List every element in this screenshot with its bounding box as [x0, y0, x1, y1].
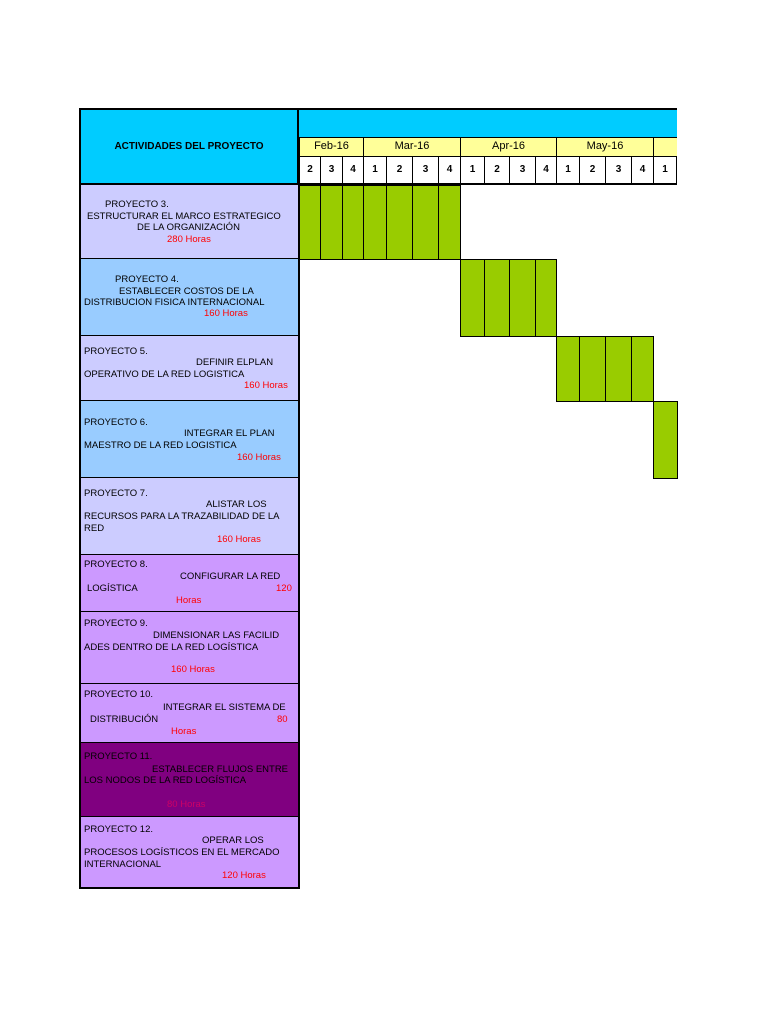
gantt-bar-cell[interactable] [320, 185, 343, 260]
gantt-bar-cell[interactable] [509, 259, 536, 337]
project-description: RED [84, 523, 105, 534]
project-description: OPERAR LOS [202, 835, 264, 846]
week-number-cell[interactable]: 4 [631, 157, 653, 185]
project-number: PROYECTO 9. [84, 618, 148, 629]
project-hours: 120 [276, 583, 292, 594]
week-number-cell[interactable]: 3 [605, 157, 631, 185]
gantt-bar-cell[interactable] [460, 259, 485, 337]
activity-column-header[interactable] [79, 108, 299, 185]
week-number-cell[interactable]: 3 [509, 157, 535, 185]
project-description: MAESTRO DE LA RED LOGISTICA [84, 440, 237, 451]
gantt-bar-cell[interactable] [556, 336, 580, 402]
project-hours: 160 Horas [171, 664, 215, 675]
gantt-bar-cell[interactable] [579, 336, 606, 402]
project-description: ADES DENTRO DE LA RED LOGÍSTICA [84, 642, 259, 653]
week-number-cell[interactable]: 3 [412, 157, 438, 185]
project-row[interactable] [79, 185, 300, 259]
gantt-bar-cell[interactable] [653, 401, 678, 479]
month-label[interactable]: Feb-16 [299, 138, 363, 157]
project-number: PROYECTO 10. [84, 689, 153, 700]
project-row[interactable] [79, 336, 300, 401]
week-number-cell[interactable]: 2 [299, 157, 320, 185]
week-number-cell[interactable]: 1 [653, 157, 677, 185]
week-number-cell[interactable]: 2 [386, 157, 412, 185]
project-row[interactable] [79, 401, 300, 478]
week-number-cell[interactable]: 3 [320, 157, 342, 185]
week-number-cell[interactable]: 2 [484, 157, 509, 185]
project-description: ALISTAR LOS [206, 499, 267, 510]
project-description: INTEGRAR EL SISTEMA DE [163, 702, 286, 713]
project-description: DIMENSIONAR LAS FACILID [153, 630, 280, 641]
project-row[interactable] [79, 259, 300, 336]
month-label[interactable]: Apr-16 [460, 138, 556, 157]
project-hours: Horas [171, 726, 197, 737]
project-row[interactable] [79, 555, 300, 612]
gantt-bar-cell[interactable] [631, 336, 654, 402]
project-row[interactable] [79, 478, 300, 555]
project-row[interactable] [79, 743, 300, 817]
week-number-cell[interactable]: 1 [363, 157, 386, 185]
gantt-bar-cell[interactable] [438, 185, 461, 260]
week-number-cell[interactable]: 4 [342, 157, 363, 185]
project-hours: 160 Horas [244, 380, 288, 391]
week-number-cell[interactable]: 2 [579, 157, 605, 185]
project-description: DEFINIR ELPLAN [196, 357, 274, 368]
week-number-cell[interactable]: 1 [460, 157, 484, 185]
project-number: PROYECTO 4. [115, 274, 179, 285]
project-number: PROYECTO 8. [84, 559, 148, 570]
project-description: OPERATIVO DE LA RED LOGISTICA [84, 369, 245, 380]
gantt-bar-cell[interactable] [299, 185, 321, 260]
project-number: PROYECTO 3. [105, 199, 169, 210]
project-description: PROCESOS LOGÍSTICOS EN EL MERCADO [84, 847, 280, 858]
week-number-cell[interactable]: 1 [556, 157, 579, 185]
project-description: DISTRIBUCIÓN [90, 714, 159, 725]
project-description: ESTRUCTURAR EL MARCO ESTRATEGICO [87, 211, 281, 222]
week-number-cell[interactable]: 4 [535, 157, 556, 185]
activity-header-label: ACTIVIDADES DEL PROYECTO [114, 141, 264, 152]
month-label[interactable]: Mar-16 [363, 138, 460, 157]
week-number-cell[interactable]: 4 [438, 157, 460, 185]
gantt-bar-cell[interactable] [386, 185, 413, 260]
project-hours: Horas [176, 595, 202, 606]
project-description: DE LA ORGANIZACIÓN [137, 222, 240, 233]
gantt-bar-cell[interactable] [484, 259, 510, 337]
project-description: LOGÍSTICA [87, 583, 138, 594]
project-hours: 160 Horas [204, 308, 248, 319]
project-hours: 160 Horas [237, 452, 281, 463]
month-label[interactable]: May-16 [556, 138, 653, 157]
project-number: PROYECTO 6. [84, 417, 148, 428]
project-description: ESTABLECER COSTOS DE LA [119, 286, 254, 297]
timeline-header-band [299, 108, 677, 138]
project-hours: 160 Horas [217, 534, 261, 545]
project-hours: 280 Horas [167, 234, 211, 245]
project-row[interactable] [79, 612, 300, 684]
project-description: CONFIGURAR LA RED [180, 571, 281, 582]
project-row[interactable] [79, 684, 300, 743]
project-row[interactable] [79, 817, 300, 889]
gantt-bar-cell[interactable] [605, 336, 632, 402]
project-hours: 80 [277, 714, 288, 725]
month-cell-partial[interactable] [653, 138, 677, 157]
project-description: RECURSOS PARA LA TRAZABILIDAD DE LA [84, 511, 280, 522]
gantt-bar-cell[interactable] [535, 259, 557, 337]
project-number: PROYECTO 11. [84, 751, 153, 762]
gantt-bar-cell[interactable] [363, 185, 387, 260]
project-number: PROYECTO 12. [84, 824, 153, 835]
project-description: INTERNACIONAL [84, 859, 162, 870]
project-number: PROYECTO 5. [84, 346, 148, 357]
project-hours: 80 Horas [167, 799, 206, 810]
project-number: PROYECTO 7. [84, 488, 148, 499]
gantt-bar-cell[interactable] [412, 185, 439, 260]
project-description: INTEGRAR EL PLAN [184, 428, 275, 439]
project-description: ESTABLECER FLUJOS ENTRE [152, 764, 289, 775]
project-hours: 120 Horas [222, 870, 266, 881]
project-description: LOS NODOS DE LA RED LOGÍSTICA [84, 775, 247, 786]
gantt-bar-cell[interactable] [342, 185, 364, 260]
project-description: DISTRIBUCION FISICA INTERNACIONAL [84, 297, 265, 308]
